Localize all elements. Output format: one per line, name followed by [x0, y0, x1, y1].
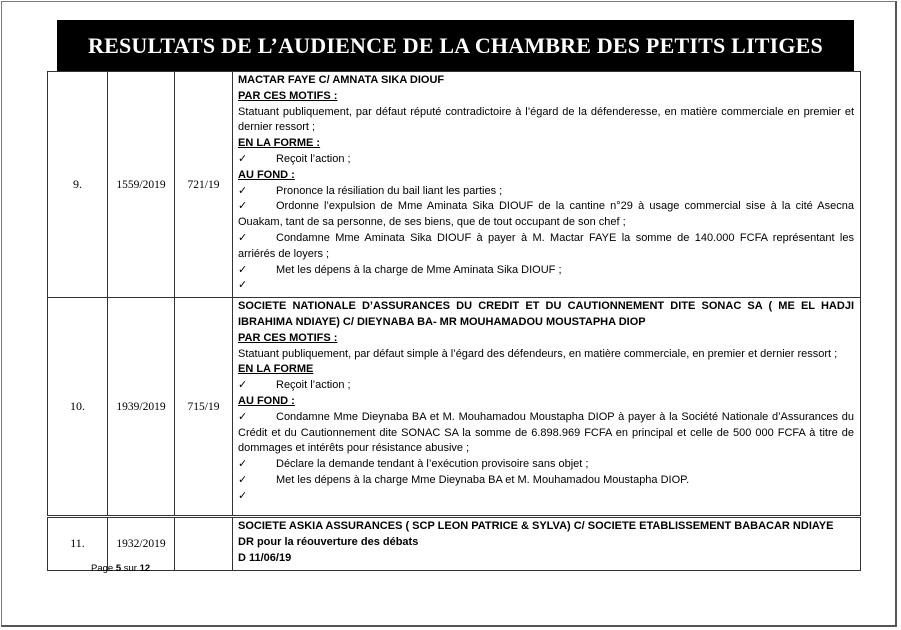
list-item — [238, 489, 854, 505]
check-icon: ✓ — [238, 231, 248, 244]
motifs-label: PAR CES MOTIFS : — [238, 89, 338, 102]
case-details — [233, 298, 861, 517]
check-icon: ✓ — [238, 473, 248, 486]
list-item — [238, 278, 854, 294]
check-icon: ✓ — [238, 458, 248, 471]
rg-number: 1559/2019 — [108, 72, 175, 298]
case-parties: SOCIETE NATIONALE D’ASSURANCES DU CREDIT ET DU CAUTIONNEMENT DITE SONAC SA ( ME EL HADJI IBRAHIMA NDIAYE) C/ DIEYNABA BA- MR MOUHAMADOU MOUSTAPHA DIOP — [238, 300, 854, 328]
list-item: ✓ Met les dépens à la charge de Mme Aminata Sika DIOUF ; — [238, 263, 854, 279]
case-details — [233, 72, 861, 298]
case-date: D 11/06/19 — [238, 551, 292, 564]
list-item: ✓ Condamne Mme Dieynaba BA et M. Mouhamadou Moustapha DIOP à payer à la Société Nationale d’Assurances du Crédit et du Cautionnement dite SONAC SA la somme de 6.898.969 FCFA en principal et celle de 500 000 FCFA à titre de dommages et intérêts pour résistance abusive ; — [238, 410, 854, 455]
check-icon: ✓ — [238, 263, 248, 276]
page-total: 12 — [139, 563, 151, 574]
list-item: ✓ Met les dépens à la charge Mme Dieynaba BA et M. Mouhamadou Moustapha DIOP. — [238, 473, 854, 489]
row-number: 9. — [48, 72, 108, 298]
row-number: 11. — [48, 517, 108, 570]
check-icon: ✓ — [238, 184, 248, 197]
case-parties: MACTAR FAYE C/ AMNATA SIKA DIOUF — [238, 74, 445, 86]
check-icon: ✓ — [238, 379, 248, 392]
forme-label: EN LA FORME : — [238, 137, 321, 150]
forme-label: EN LA FORME — [238, 363, 314, 376]
list-item: ✓ Condamne Mme Aminata Sika DIOUF à payer à M. Mactar FAYE la somme de 140.000 FCFA représentant les arriérés de loyers ; — [238, 231, 854, 260]
decision-number: 721/19 — [175, 72, 233, 298]
list-item: ✓ Reçoit l’action ; — [238, 152, 854, 168]
table-row — [48, 72, 861, 298]
motifs-text: Statuant publiquement, par défaut simple à l’égard des défendeurs, en matière commerciale, en premier et dernier ressort ; — [238, 347, 838, 360]
list-item: ✓ Ordonne l’expulsion de Mme Aminata Sika DIOUF de la cantine n°29 à usage commercial sise à la cité Asecna Ouakam, tant de sa personne, de ses biens, que de tout occupant de son chef ; — [238, 200, 854, 229]
case-details — [233, 517, 861, 570]
rg-number: 1939/2019 — [108, 298, 175, 517]
table-row — [48, 517, 861, 570]
table-row — [48, 298, 861, 517]
list-item: ✓ Prononce la résiliation du bail liant les parties ; — [238, 184, 854, 200]
check-icon: ✓ — [238, 279, 248, 292]
list-item: ✓ Déclare la demande tendant à l’exécution provisoire sans objet ; — [238, 457, 854, 473]
check-icon: ✓ — [238, 410, 248, 423]
check-icon: ✓ — [238, 152, 248, 165]
case-parties: SOCIETE ASKIA ASSURANCES ( SCP LEON PATRICE & SYLVA) C/ SOCIETE ETABLISSEMENT BABACAR NDIAYE — [238, 520, 834, 533]
page-number: 5 — [115, 563, 122, 574]
row-number: 10. — [48, 298, 108, 517]
motifs-text: Statuant publiquement, par défaut réputé contradictoire à l’égard de la défenderesse, en matière commerciale en premier et dernier ressort ; — [238, 105, 854, 134]
list-item: ✓ Reçoit l’action ; — [238, 378, 854, 394]
motifs-label: PAR CES MOTIFS : — [238, 331, 338, 344]
check-icon: ✓ — [238, 489, 248, 502]
check-icon: ✓ — [238, 200, 248, 213]
case-status: DR pour la réouverture des débats — [238, 535, 419, 548]
decision-number — [175, 517, 233, 570]
rg-number: 1932/2019 — [108, 517, 175, 570]
page-footer: Page 5 sur 12 — [91, 563, 151, 574]
results-table — [47, 71, 861, 571]
fond-label: AU FOND : — [238, 394, 295, 407]
decision-number: 715/19 — [175, 298, 233, 517]
fond-label: AU FOND : — [238, 168, 295, 181]
page-title: RESULTATS DE L’AUDIENCE DE LA CHAMBRE DES PETITS LITIGES — [57, 20, 854, 71]
